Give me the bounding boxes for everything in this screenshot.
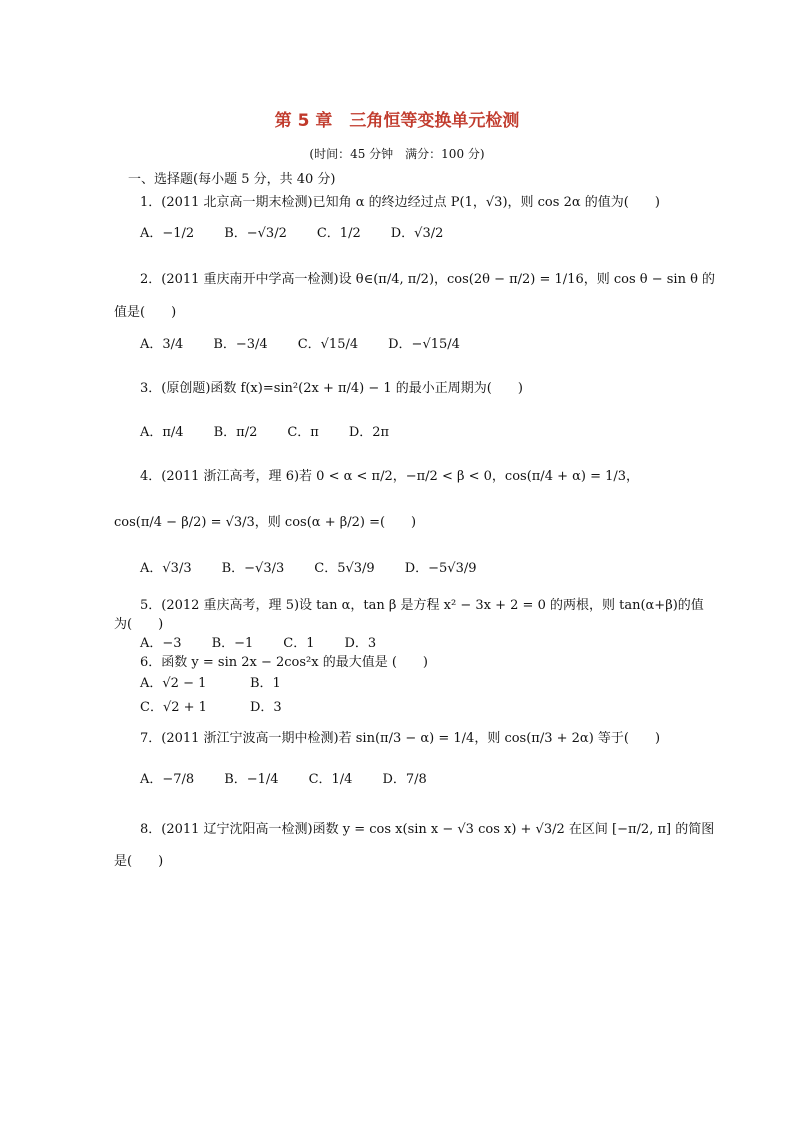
option: D．3 [250, 700, 282, 715]
option: D．3 [344, 636, 377, 651]
question-8-stem-cont: 是( ) [114, 854, 164, 869]
page-title: 第 5 章 三角恒等变换单元检测 [274, 111, 520, 131]
option: B．1 [250, 676, 281, 691]
question-4-stem: 4．(2011 浙江高考，理 6)若 0 < α < π/2，−π/2 < β < 0，cos(π/4 + α) = 1/3， [140, 469, 640, 484]
option: B．−1 [211, 636, 254, 651]
question-3-stem: 3．(原创题)函数 f(x)=sin²(2x + π/4) − 1 的最小正周期为( ) [140, 381, 523, 396]
option: D．√3/2 [390, 226, 444, 241]
option: B．−√3/3 [221, 561, 285, 576]
question-7-options [140, 768, 457, 787]
question-7-stem: 7．(2011 浙江宁波高一期中检测)若 sin(π/3 − α) = 1/4，则 cos(π/3 + 2α) 等于( ) [140, 731, 661, 746]
question-2-options [140, 333, 490, 352]
option: A．−1/2 [140, 226, 195, 241]
question-6-stem: 6．函数 y = sin 2x − 2cos²x 的最大值是 ( ) [140, 655, 428, 670]
option: A．√3/3 [140, 561, 192, 576]
question-5-stem: 5．(2012 重庆高考，理 5)设 tan α，tan β 是方程 x² − 3x + 2 = 0 的两根，则 tan(α+β)的值 [140, 598, 704, 613]
option: D．7/8 [382, 772, 427, 787]
question-6-options-row2 [140, 696, 312, 715]
option: D．−5√3/9 [404, 561, 477, 576]
question-6-options-row1 [140, 672, 311, 691]
option: B．−3/4 [213, 337, 268, 352]
option: A．−7/8 [140, 772, 195, 787]
option: C．1 [283, 636, 315, 651]
option: C．1/4 [308, 772, 353, 787]
question-2-stem-cont: 值是( ) [114, 305, 177, 320]
question-1-stem: 1．(2011 北京高一期末检测)已知角 α 的终边经过点 P(1，√3)，则 cos 2α 的值为( ) [140, 195, 660, 210]
question-4-stem-cont: cos(π/4 − β/2) = √3/3，则 cos(α + β/2) =( ) [114, 515, 417, 530]
option: B．π/2 [213, 425, 258, 440]
option: C．π [287, 425, 319, 440]
option: D．−√15/4 [388, 337, 460, 352]
option: A．−3 [140, 636, 182, 651]
question-4-options [140, 557, 507, 576]
option: B．−√3/2 [224, 226, 287, 241]
option: A．π/4 [140, 425, 184, 440]
question-1-options [140, 222, 473, 241]
option: A．√2 − 1 [140, 676, 207, 691]
question-8-stem: 8．(2011 辽宁沈阳高一检测)函数 y = cos x(sin x − √3 cos x) + √3/2 在区间 [−π/2, π] 的简图 [140, 822, 715, 837]
question-5-options [140, 632, 406, 651]
option: C．√15/4 [297, 337, 359, 352]
question-3-options [140, 421, 419, 440]
option: C．5√3/9 [314, 561, 375, 576]
question-2-stem: 2．(2011 重庆南开中学高一检测)设 θ∈(π/4, π/2)，cos(2θ − π/2) = 1/16，则 cos θ − sin θ 的 [140, 272, 716, 287]
option: A．3/4 [140, 337, 184, 352]
option: B．−1/4 [224, 772, 279, 787]
section-heading: 一、选择题(每小题 5 分，共 40 分) [128, 172, 336, 187]
question-5-stem-cont: 为( ) [114, 617, 164, 632]
option: C．√2 + 1 [140, 700, 207, 715]
page-subtitle: (时间：45 分钟 满分：100 分) [309, 147, 485, 161]
option: C．1/2 [316, 226, 361, 241]
option: D．2π [348, 425, 390, 440]
